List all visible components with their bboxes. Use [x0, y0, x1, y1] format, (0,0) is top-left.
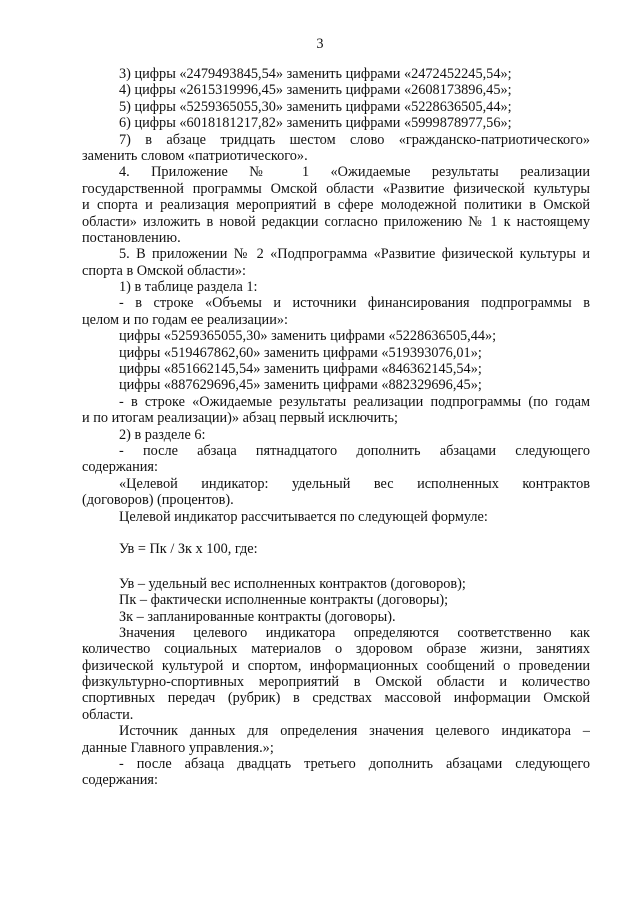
text-line: цифры «519467862,60» заменить цифрами «519393076,01»;	[119, 344, 482, 361]
text-line: (договоров) (процентов).	[82, 492, 234, 509]
text-line: 6) цифры «6018181217,82» заменить цифрами «5999878977,56»;	[119, 115, 512, 132]
text-line: целом и по годам ее реализации»:	[82, 311, 288, 328]
text-line: и по итогам реализации)» абзац первый исключить;	[82, 410, 399, 427]
text-line: цифры «887629696,45» заменить цифрами «882329696,45»;	[119, 377, 482, 394]
text-line: Источник данных для определения значения целевого индикатора –	[119, 723, 590, 740]
text-line: 4. Приложение № 1 «Ожидаемые результаты реализации	[119, 164, 590, 181]
text-line: 5. В приложении № 2 «Подпрограмма «Развитие физической культуры и	[119, 246, 590, 263]
text-line: спортивных передач (рубрик) в средствах массовой информации Омской	[82, 690, 590, 707]
document-body	[82, 66, 590, 789]
text-line: 7) в абзаце тридцать шестом слово «гражданско-патриотического»	[119, 131, 590, 148]
text-line: физической культурой и спортом, информационных сообщений о проведении	[82, 657, 590, 674]
text-line: Значения целевого индикатора определяются соответственно как	[119, 624, 590, 641]
text-line: данные Главного управления.»;	[82, 739, 274, 756]
text-line: содержания:	[82, 459, 158, 476]
text-line: Целевой индикатор рассчитывается по следующей формуле:	[119, 508, 488, 525]
text-line: заменить словом «патриотического».	[82, 147, 308, 164]
text-line: содержания:	[82, 772, 158, 789]
text-line: постановлению.	[82, 229, 181, 246]
text-line: государственной программы Омской области «Развитие физической культуры	[82, 180, 590, 197]
text-line: Пк – фактически исполненные контракты (договоры);	[119, 592, 449, 609]
text-line: и спорта и реализация мероприятий в сфере молодежной политики в Омской	[82, 197, 590, 214]
formula: Ув = Пк / Зк x 100, где:	[119, 541, 258, 558]
text-line: области» изложить в новой редакции согласно приложению № 1 к настоящему	[82, 213, 590, 230]
text-line: Зк – запланированные контракты (договоры).	[119, 608, 396, 625]
text-line: 4) цифры «2615319996,45» заменить цифрами «2608173896,45»;	[119, 82, 512, 99]
page-number: 3	[316, 36, 324, 52]
text-line: цифры «851662145,54» заменить цифрами «846362145,54»;	[119, 361, 482, 378]
text-line: - в строке «Объемы и источники финансирования подпрограммы в	[119, 295, 590, 312]
text-line: 3) цифры «2479493845,54» заменить цифрами «2472452245,54»;	[119, 66, 512, 82]
text-line: - после абзаца двадцать третьего дополнить абзацами следующего	[119, 756, 590, 773]
text-line: 2) в разделе 6:	[119, 426, 206, 443]
text-line: цифры «5259365055,30» заменить цифрами «5228636505,44»;	[119, 328, 497, 345]
text-line: количество социальных материалов о здоровом образе жизни, занятиях	[82, 641, 590, 658]
text-line: «Целевой индикатор: удельный вес исполненных контрактов	[119, 475, 590, 492]
text-line: физкультурно-спортивных мероприятий в Омской области и количество	[82, 674, 590, 691]
text-line: области.	[82, 706, 134, 723]
text-line: 5) цифры «5259365055,30» заменить цифрами «5228636505,44»;	[119, 98, 512, 115]
text-line: Ув – удельный вес исполненных контрактов (договоров);	[119, 575, 466, 592]
text-line: - после абзаца пятнадцатого дополнить абзацами следующего	[119, 442, 590, 459]
text-line: спорта в Омской области»:	[82, 262, 246, 279]
text-line: - в строке «Ожидаемые результаты реализации подпрограммы (по годам	[119, 393, 590, 410]
text-line: 1) в таблице раздела 1:	[119, 279, 258, 296]
